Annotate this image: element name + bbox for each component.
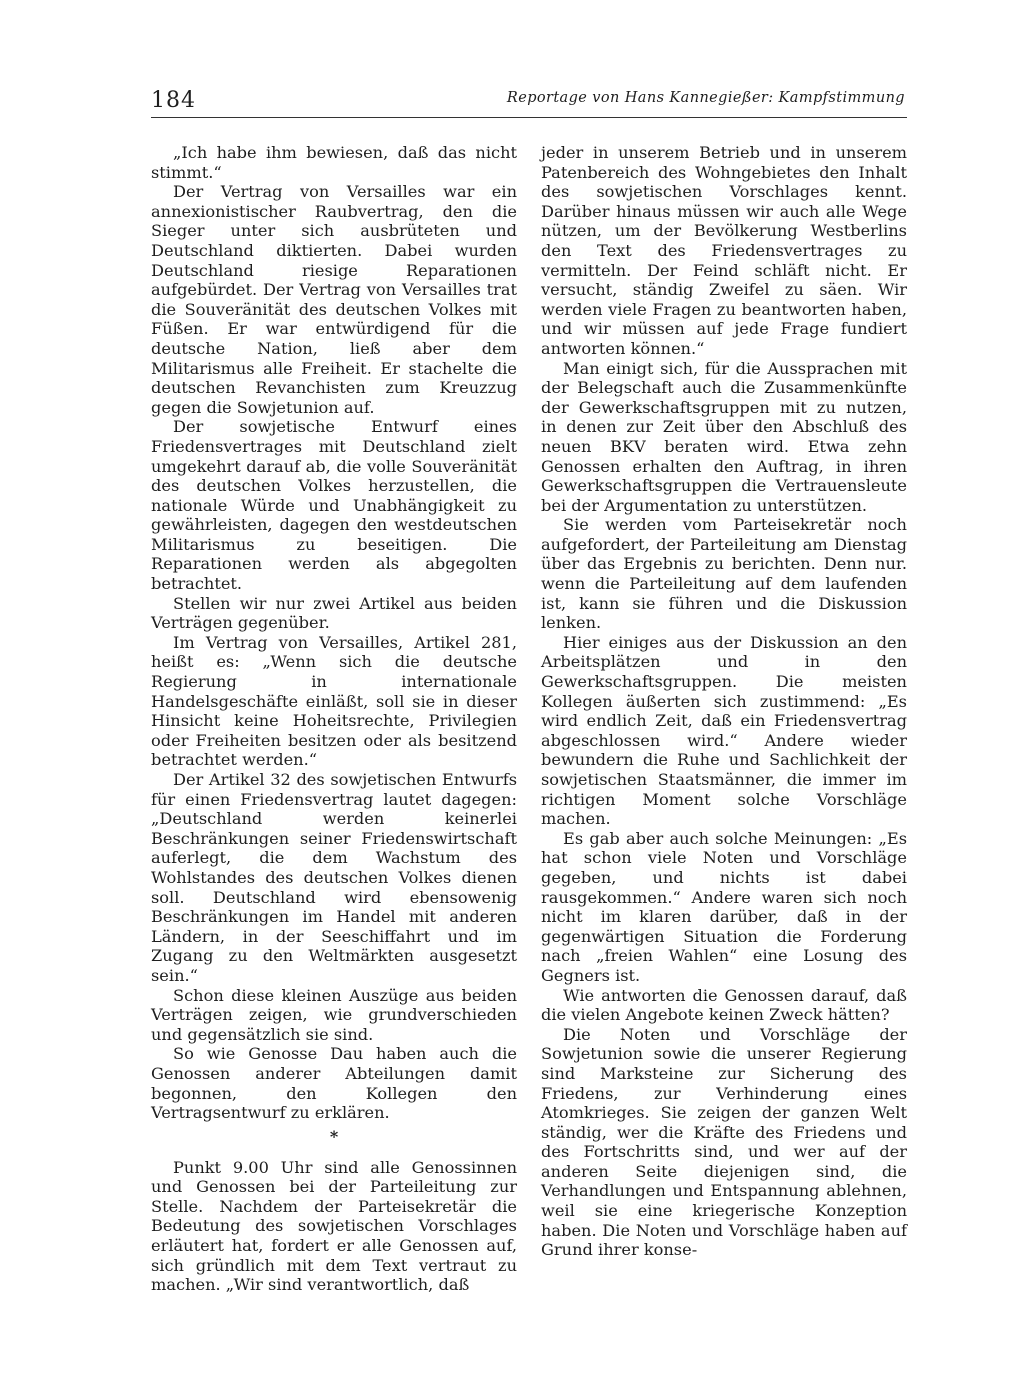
paragraph: So wie Genosse Dau haben auch die Genossen anderer Abteilungen damit begonnen, den Kollegen den Vertragsentwurf zu erklären.	[151, 1044, 517, 1123]
paragraph: Punkt 9.00 Uhr sind alle Genossinnen und Genossen bei der Parteileitung zur Stelle. Nachdem der Parteisekretär die Bedeutung des sowjetischen Vorschlages erläutert hat, fordert er alle Genossen auf, sich gründlich mit dem Text vertraut zu machen. „Wir sind verantwortlich, daß	[151, 1157, 517, 1295]
paragraph: Sie werden vom Parteisekretär noch aufgefordert, der Parteileitung am Dienstag über das Ergebnis zu berichten. Denn nur. wenn die Parteileitung auf dem laufenden ist, kann sie führen und die Diskussion lenken.	[541, 515, 907, 633]
section-separator: *	[329, 1126, 339, 1146]
right-column	[541, 143, 907, 1260]
paragraph: „Ich habe ihm bewiesen, daß das nicht stimmt.“	[151, 143, 517, 182]
page-number: 184	[151, 88, 196, 113]
paragraph: Wie antworten die Genossen darauf, daß die vielen Angebote keinen Zweck hätten?	[541, 985, 907, 1025]
left-column	[151, 143, 517, 1295]
paragraph-continuation: jeder in unserem Betrieb und in unserem Patenbereich des Wohngebietes den Inhalt des sowjetischen Vorschlages kennt. Darüber hinaus müssen wir auch alle Wege nützen, um der Bevölkerung Westberlins den Text des Friedensvertrages zu vermitteln. Der Feind schläft nicht. Er versucht, ständig Zweifel zu säen. Wir werden viele Fragen zu beantworten haben, und wir müssen auf jede Frage fundiert antworten können.“	[541, 143, 907, 358]
paragraph: Stellen wir nur zwei Artikel aus beiden Verträgen gegenüber.	[151, 593, 517, 633]
paragraph: Hier einiges aus der Diskussion an den Arbeitsplätzen und in den Gewerkschaftsgruppen. Die meisten Kollegen äußerten sich zustimmend: „Es wird endlich Zeit, daß ein Friedensvertrag abgeschlossen wird.“ Andere wieder bewundern die Ruhe und Sachlichkeit der sowjetischen Staatsmänner, die immer im richtigen Moment solche Vorschläge machen.	[541, 632, 907, 829]
paragraph: Der Artikel 32 des sowjetischen Entwurfs für einen Friedensvertrag lautet dagegen: „Deutschland werden keinerlei Beschränkungen seiner Friedenswirtschaft auferlegt, die dem Wachstum des Wohlstandes des deutschen Volkes dienen soll. Deutschland wird ebensowenig Beschränkungen im Handel mit anderen Ländern, in der Seeschiffahrt und im Zugang zu den Weltmärkten ausgesetzt sein.“	[151, 770, 517, 985]
paragraph: Der sowjetische Entwurf eines Friedensvertrages mit Deutschland zielt umgekehrt darauf ab, die volle Souveränität des deutschen Volkes herzustellen, die nationale Würde und Unabhängigkeit zu gewährleisten, dagegen den westdeutschen Militarismus zu beseitigen. Die Reparationen werden als abgegolten betrachtet.	[151, 417, 517, 594]
paragraph: Im Vertrag von Versailles, Artikel 281, heißt es: „Wenn sich die deutsche Regierung in internationale Handelsgeschäfte einläßt, soll sie in dieser Hinsicht keine Hoheitsrechte, Privilegien oder Freiheiten besitzen oder als besitzend betrachtet werden.“	[151, 632, 517, 770]
paragraph: Der Vertrag von Versailles war ein annexionistischer Raubvertrag, den die Sieger unter sich ausbrüteten und Deutschland diktierten. Dabei wurden Deutschland riesige Reparationen aufgebürdet. Der Vertrag von Versailles trat die Souveränität des deutschen Volkes mit Füßen. Er war entwürdigend für die deutsche Nation, ließ aber dem Militarismus alle Freiheit. Er stachelte die deutschen Revanchisten zum Kreuzzug gegen die Sowjetunion auf.	[151, 182, 517, 417]
paragraph: Es gab aber auch solche Meinungen: „Es hat schon viele Noten und Vorschläge gegeben, und nichts ist dabei rausgekommen.“ Andere waren sich noch nicht im klaren darüber, daß in der gegenwärtigen Situation die Forderung nach „freien Wahlen“ eine Losung des Gegners ist.	[541, 828, 907, 985]
header-rule	[151, 117, 907, 118]
paragraph: Schon diese kleinen Auszüge aus beiden Verträgen zeigen, wie grundverschieden und gegensätzlich sie sind.	[151, 985, 517, 1044]
running-title: Reportage von Hans Kannegießer: Kampfstimmung	[506, 90, 905, 106]
paragraph: Die Noten und Vorschläge der Sowjetunion sowie die unserer Regierung sind Marksteine zur Sicherung des Friedens, zur Verhinderung eines Atomkrieges. Sie zeigen der ganzen Welt ständig, wer die Kräfte des Friedens und des Fortschritts sind, und wer auf der anderen Seite diejenigen sind, die Verhandlungen und Entspannung ablehnen, weil sie eine kriegerische Konzeption haben. Die Noten und Vorschläge haben auf Grund ihrer konse-	[541, 1024, 907, 1260]
paragraph: Man einigt sich, für die Aussprachen mit der Belegschaft auch die Zusammenkünfte der Gewerkschaftsgruppen mit zu nutzen, in denen zur Zeit über den Abschluß des neuen BKV beraten wird. Etwa zehn Genossen erhalten den Auftrag, in ihren Gewerkschaftsgruppen die Vertrauensleute bei der Argumentation zu unterstützen.	[541, 358, 907, 515]
